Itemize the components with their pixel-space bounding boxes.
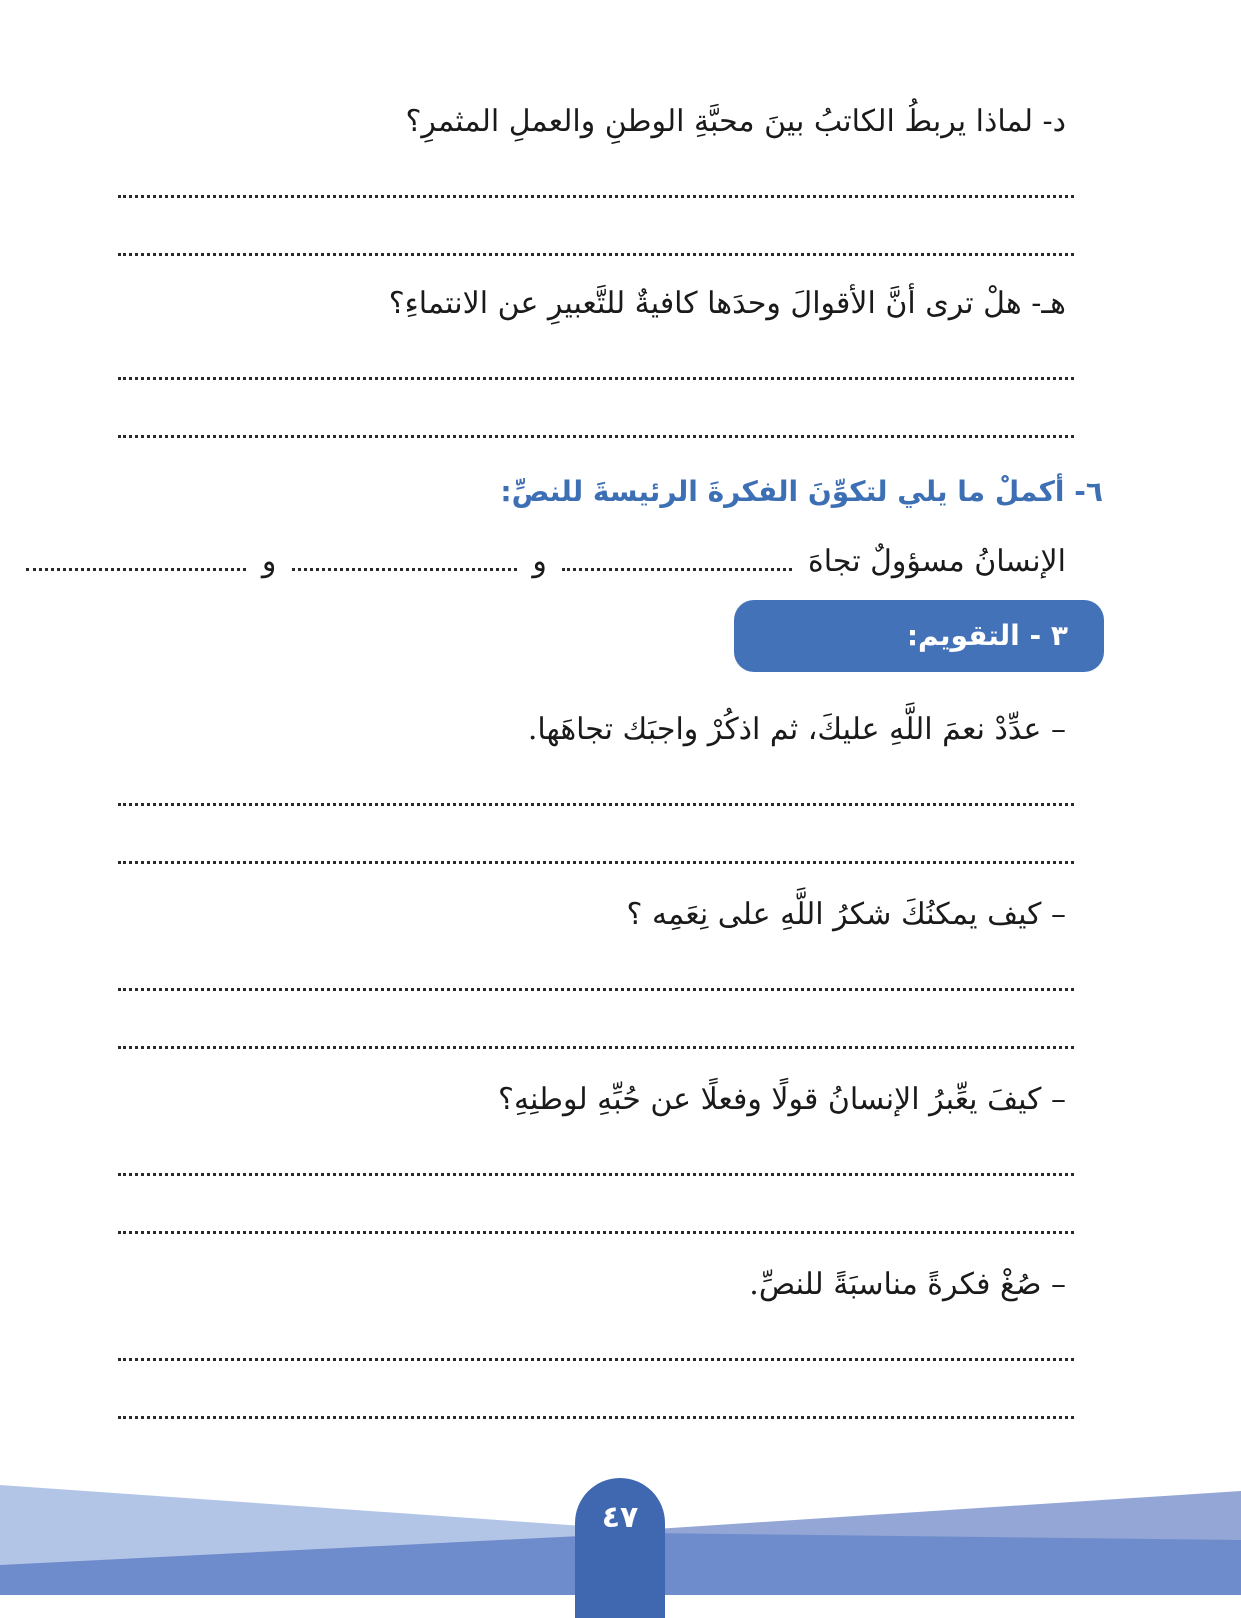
answer-line[interactable]: [118, 1046, 1074, 1049]
blank-field-3[interactable]: [26, 546, 246, 571]
evaluation-item-3: – كيفَ يعِّبرُ الإنسانُ قولًا وفعلًا عن حُبِّهِ لوطنِهِ؟: [498, 1082, 1066, 1117]
question-h: هـ- هلْ ترى أنَّ الأقوالَ وحدَها كافيةٌ للتَّعبيرِ عن الانتماءِ؟: [388, 286, 1066, 321]
answer-line[interactable]: [118, 1358, 1074, 1361]
evaluation-item-4: – صُغْ فكرةً مناسبَةً للنصِّ.: [749, 1267, 1066, 1302]
conjunction-1: و: [532, 544, 547, 579]
completion-prefix: الإنسانُ مسؤولٌ تجاهَ: [808, 544, 1066, 579]
answer-line[interactable]: [118, 1231, 1074, 1234]
completion-sentence: [20, 540, 1066, 584]
answer-line[interactable]: [118, 988, 1074, 991]
section-3-title: ٣ - التقويم:: [906, 619, 1068, 652]
question-d: د- لماذا يربطُ الكاتبُ بينَ محبَّةِ الوطنِ والعملِ المثمرِ؟: [405, 104, 1066, 139]
blank-field-2[interactable]: [292, 546, 517, 571]
answer-line[interactable]: [118, 435, 1074, 438]
evaluation-item-2: – كيف يمكنُكَ شكرُ اللَّهِ على نِعَمِه ؟: [626, 897, 1066, 932]
blank-field-1[interactable]: [562, 546, 792, 571]
conjunction-2: و: [261, 544, 277, 579]
section-3-banner: [734, 600, 1104, 672]
answer-line[interactable]: [118, 803, 1074, 806]
answer-line[interactable]: [118, 195, 1074, 198]
answer-line[interactable]: [118, 861, 1074, 864]
answer-line[interactable]: [118, 1173, 1074, 1176]
section-6-heading: ٦- أكملْ ما يلي لتكوِّنَ الفكرةَ الرئيسةَ للنصِّ:: [500, 475, 1103, 508]
answer-line[interactable]: [118, 253, 1074, 256]
page-number-tab: [575, 1478, 665, 1618]
answer-line[interactable]: [118, 377, 1074, 380]
page-number: ٤٧: [601, 1500, 639, 1535]
evaluation-item-1: – عدِّدْ نعمَ اللَّهِ عليكَ، ثم اذكُرْ واجبَك تجاهَها.: [527, 712, 1066, 747]
answer-line[interactable]: [118, 1416, 1074, 1419]
